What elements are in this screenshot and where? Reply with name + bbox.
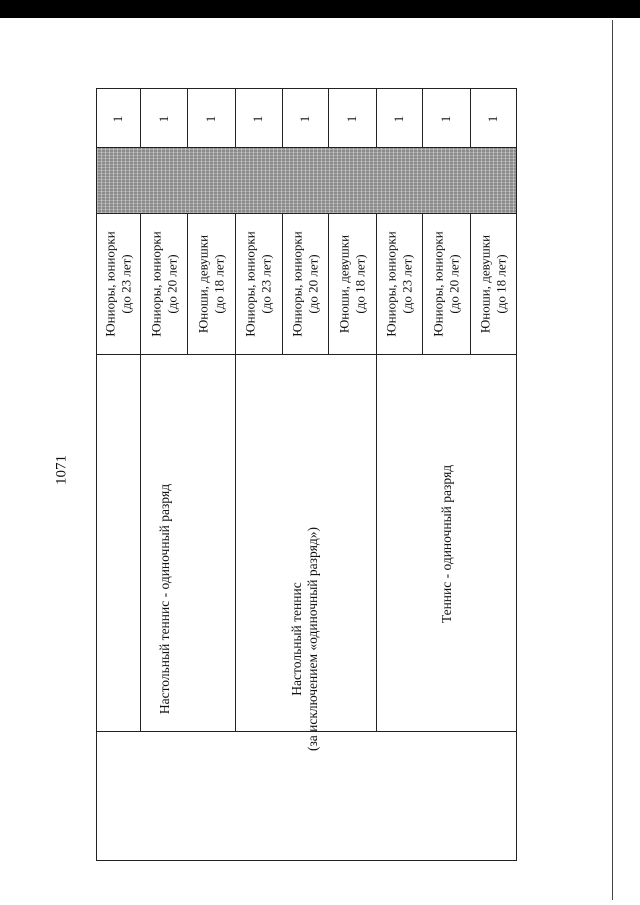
value-text: 1 — [438, 115, 454, 123]
value-text: 1 — [297, 115, 313, 123]
value-text: 1 — [203, 115, 219, 123]
row-separator-line — [282, 89, 283, 354]
value-text: 1 — [391, 115, 407, 123]
page-number-text: 1071 — [53, 455, 70, 485]
age-group-text: Юниоры, юниорки (до 23 лет) — [383, 231, 414, 337]
age-group-text: Юноши, девушки (до 18 лет) — [336, 234, 367, 334]
row-separator-line — [422, 89, 423, 354]
discipline-name: Настольный теннис - одиночный разряд — [156, 483, 172, 715]
value-text: 1 — [485, 115, 501, 123]
rotated-table — [96, 88, 517, 861]
row-separator-line — [470, 89, 471, 354]
discipline-name: Настольный теннис (за исключением «одиночный разряд») — [288, 526, 320, 752]
value-text: 1 — [110, 115, 126, 123]
row-separator-line — [187, 89, 188, 354]
scan-top-border — [0, 0, 640, 18]
scan-edge-line — [612, 20, 613, 900]
column-separator-line — [97, 213, 516, 214]
redacted-column — [97, 148, 516, 213]
age-group-text: Юниоры, юниорки (до 23 лет) — [242, 231, 273, 337]
age-group-text: Юниоры, юниорки (до 20 лет) — [148, 231, 179, 337]
value-text: 1 — [156, 115, 172, 123]
age-group-text: Юноши, девушки (до 18 лет) — [477, 234, 508, 334]
row-separator-line — [328, 89, 329, 354]
age-group-text: Юниоры, юниорки (до 20 лет) — [289, 231, 320, 337]
age-group-text: Юноши, девушки (до 18 лет) — [195, 234, 226, 334]
column-separator-line — [97, 354, 516, 355]
age-group-text: Юниоры, юниорки (до 23 лет) — [102, 231, 133, 337]
discipline-name: Теннис - одиночный разряд — [438, 464, 454, 624]
age-group-text: Юниоры, юниорки (до 20 лет) — [430, 231, 461, 337]
value-text: 1 — [344, 115, 360, 123]
value-text: 1 — [250, 115, 266, 123]
